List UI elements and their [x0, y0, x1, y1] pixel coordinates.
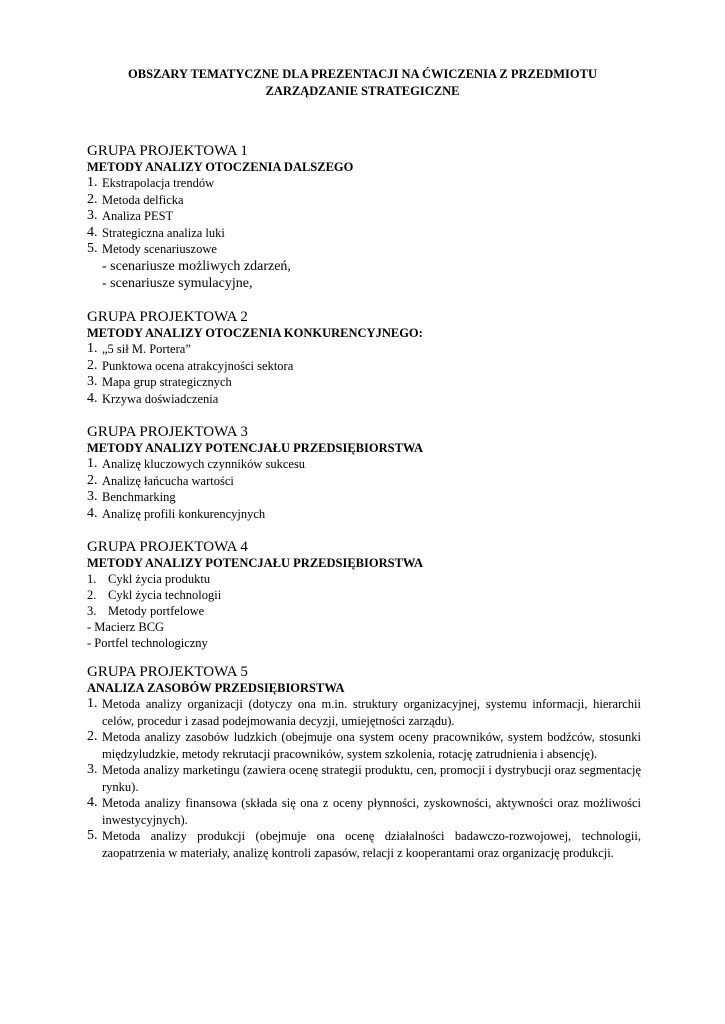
list-item [87, 762, 641, 795]
item-number: 3. [87, 762, 98, 777]
item-text: Analizę profili konkurencyjnych [102, 506, 266, 521]
item-text: Metoda analizy zasobów ludzkich (obejmuje ona system oceny pracowników, system bodźców, stosunki międzyludzkie, metody rekrutacji pracowników, system szkolenia, rotację zatrudnienia i absencję). [102, 730, 641, 761]
item-text: Metody scenariuszowe [102, 242, 217, 256]
list-item [87, 341, 641, 358]
item-number: 4. [87, 505, 98, 521]
list-item [87, 175, 641, 192]
item-number: 2. [87, 191, 98, 207]
item-number: 5. [87, 828, 98, 843]
list-item [87, 456, 641, 473]
item-text: Metody portfelowe [108, 604, 205, 618]
list-item [87, 828, 641, 861]
list-item [87, 587, 641, 603]
group-title: GRUPA PROJEKTOWA 2 [87, 309, 248, 325]
item-text: Mapa grup strategicznych [102, 375, 232, 389]
item-text: Metoda analizy marketingu (zawiera ocenę strategii produktu, cen, promocji i dystrybucji oraz segmentację rynku). [102, 763, 641, 794]
item-text: Punktowa ocena atrakcyjności sektora [102, 358, 294, 373]
document-title [60, 66, 665, 100]
item-number: 2. [87, 472, 98, 488]
title-line-1: OBSZARY TEMATYCZNE DLA PREZENTACJI NA ĆWICZENIA Z PRZEDMIOTU [128, 67, 597, 81]
list-item [87, 192, 641, 209]
list-item [87, 473, 641, 490]
list-item [87, 358, 641, 375]
item-number: 1. [87, 341, 98, 356]
item-text: Metoda analizy finansowa (składa się ona z oceny płynności, zyskowności, aktywności oraz możliwości inwestycyjnych). [102, 796, 641, 827]
sub-item: - scenariusze możliwych zdarzeń, [102, 258, 291, 274]
item-number: 2. [87, 357, 98, 373]
group-title: GRUPA PROJEKTOWA 1 [87, 143, 248, 159]
item-text: Krzywa doświadczenia [102, 391, 219, 406]
item-number: 3. [87, 208, 98, 223]
group-subtitle: METODY ANALIZY OTOCZENIA KONKURENCYJNEGO: [87, 326, 423, 340]
item-number: 4. [87, 390, 98, 406]
item-text: Benchmarking [102, 490, 176, 504]
plain-item: - Portfel technologiczny [87, 636, 208, 650]
plain-item: - Macierz BCG [87, 620, 165, 634]
item-text: Metoda analizy produkcji (obejmuje ona ocenę działalności badawczo-rozwojowej, technologii, zaopatrzenia w materiały, analizę kontroli zapasów, relacji z kooperantami oraz organizację produkcji. [102, 829, 641, 860]
list-item [87, 571, 641, 587]
item-number: 2. [87, 588, 97, 602]
item-number: 2. [87, 729, 98, 744]
group-subtitle: ANALIZA ZASOBÓW PRZEDSIĘBIORSTWA [87, 681, 345, 695]
item-number: 4. [87, 224, 98, 240]
project-group-1 [87, 143, 641, 292]
list-item [87, 729, 641, 762]
item-number: 3. [87, 374, 98, 389]
item-text: „5 sił M. Portera” [102, 342, 191, 356]
item-number: 1. [87, 696, 98, 711]
project-group-2 [87, 309, 641, 407]
list-item [87, 489, 641, 506]
item-number: 3. [87, 489, 98, 504]
item-text: Ekstrapolacja trendów [102, 176, 215, 190]
list-item [87, 506, 641, 523]
list-item [87, 696, 641, 729]
list-item [87, 391, 641, 408]
item-number: 1. [87, 175, 98, 190]
list-item [87, 208, 641, 225]
sub-item: - scenariusze symulacyjne, [102, 275, 253, 291]
item-text: Analizę kluczowych czynników sukcesu [102, 457, 306, 471]
project-group-5 [87, 664, 641, 861]
list-item [87, 795, 641, 828]
project-group-4 [87, 539, 641, 651]
group-title: GRUPA PROJEKTOWA 5 [87, 664, 248, 680]
list-item [87, 374, 641, 391]
item-text: Analiza PEST [102, 209, 174, 223]
item-number: 4. [87, 795, 98, 810]
item-number: 5. [87, 241, 98, 256]
item-text: Cykl życia produktu [108, 572, 211, 586]
group-subtitle: METODY ANALIZY POTENCJAŁU PRZEDSIĘBIORSTWA [87, 556, 424, 570]
group-title: GRUPA PROJEKTOWA 3 [87, 424, 248, 440]
group-subtitle: METODY ANALIZY OTOCZENIA DALSZEGO [87, 160, 354, 174]
group-subtitle: METODY ANALIZY POTENCJAŁU PRZEDSIĘBIORSTWA [87, 441, 424, 455]
project-group-3 [87, 424, 641, 522]
item-number: 1. [87, 572, 97, 586]
list-item [87, 603, 641, 619]
item-text: Metoda delficka [102, 192, 184, 207]
item-text: Analizę łańcucha wartości [102, 473, 234, 488]
item-number: 3. [87, 604, 97, 618]
item-text: Cykl życia technologii [108, 588, 222, 602]
group-title: GRUPA PROJEKTOWA 4 [87, 539, 248, 555]
list-item [87, 225, 641, 242]
item-text: Metoda analizy organizacji (dotyczy ona m.in. struktury organizacyjnej, systemu informacji, hierarchii celów, procedur i zasad podejmowania decyzji, umiejętności zarządu). [102, 697, 641, 728]
title-line-2: ZARZĄDZANIE STRATEGICZNE [265, 84, 460, 98]
item-text: Strategiczna analiza luki [102, 225, 225, 240]
list-item [87, 241, 641, 258]
item-number: 1. [87, 456, 98, 471]
